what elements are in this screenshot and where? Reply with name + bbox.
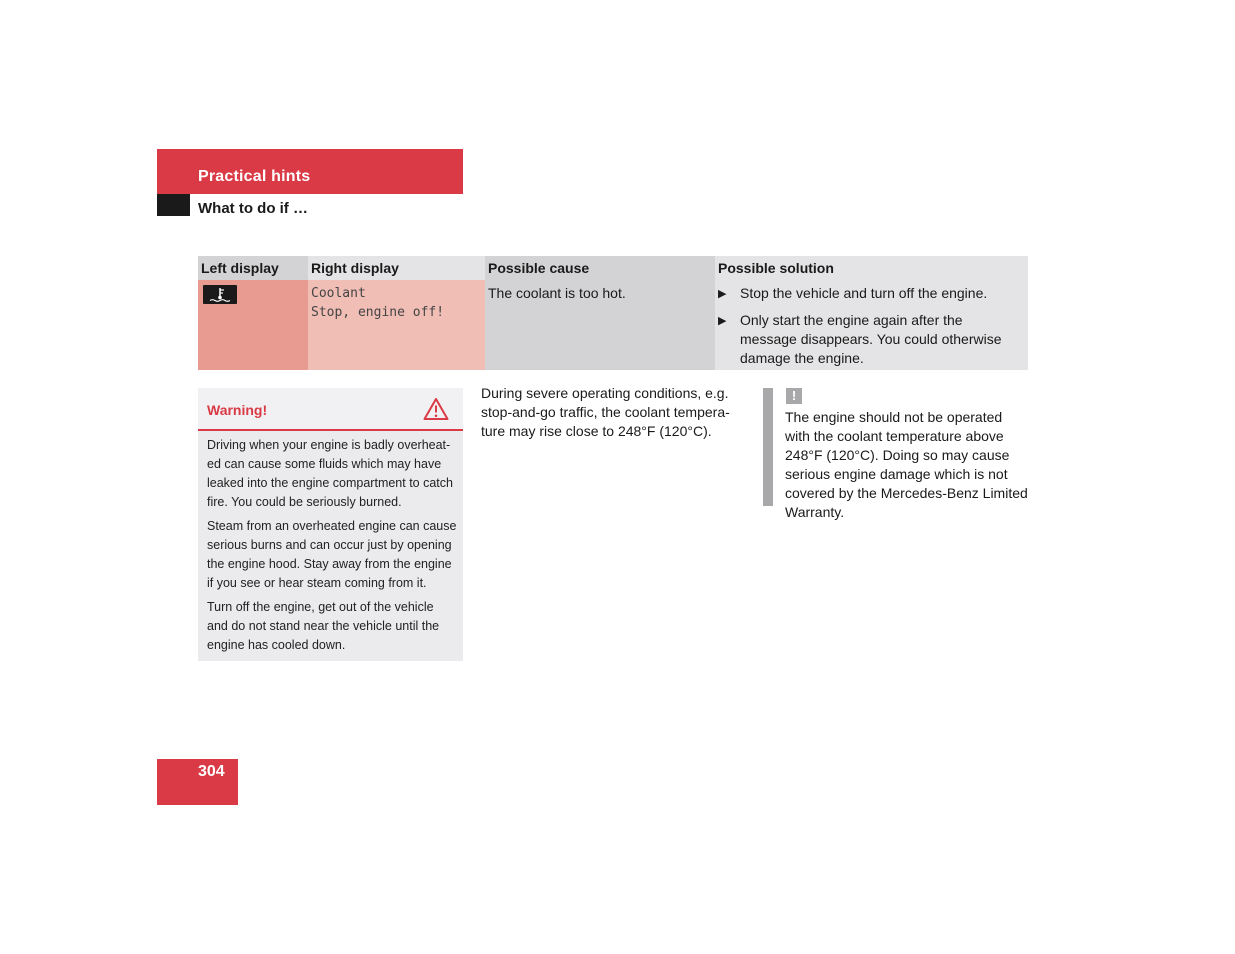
warning-paragraph: Turn off the engine, get out of the vehicle and do not stand near the vehicle until the engine has cooled down. xyxy=(207,600,440,652)
page-number: 304 xyxy=(198,763,225,780)
possible-cause-cell: The coolant is too hot. xyxy=(485,280,715,370)
warning-triangle-icon xyxy=(423,397,449,426)
display-message-line-2: Stop, engine off! xyxy=(311,305,445,320)
header-left-display: Left display xyxy=(198,256,308,280)
header-possible-cause: Possible cause xyxy=(485,256,715,280)
header-possible-solution: Possible solution xyxy=(715,256,1028,280)
section-title: Practical hints xyxy=(198,168,311,185)
solution-text: Stop the vehicle and turn off the engine. xyxy=(740,285,988,301)
warning-label: Warning! xyxy=(207,402,268,418)
coolant-temperature-icon xyxy=(203,285,237,304)
display-message-table xyxy=(198,256,1028,370)
possible-solution-cell xyxy=(715,280,1028,370)
warning-box xyxy=(198,388,463,661)
left-display-cell xyxy=(198,280,308,370)
display-message-line-1: Coolant xyxy=(311,286,366,301)
right-display-cell xyxy=(308,280,485,370)
note-bar xyxy=(763,388,773,506)
warning-paragraph: Driving when your engine is badly overheat-ed can cause some fluids which may have leaked into the engine compartment to catch fire. You could be seriously burned. xyxy=(207,438,453,509)
solution-item xyxy=(718,284,1022,304)
note-exclamation-icon: ! xyxy=(786,388,802,404)
bullet-arrow-icon: ▶ xyxy=(718,288,727,300)
subsection-title: What to do if … xyxy=(198,200,308,217)
solution-text: Only start the engine again after the message disappears. You could otherwise damage the engine. xyxy=(740,312,1002,366)
warning-header xyxy=(198,388,463,431)
subsection-marker xyxy=(157,194,190,216)
bullet-arrow-icon: ▶ xyxy=(718,315,727,327)
solution-item xyxy=(718,311,1022,368)
header-right-display: Right display xyxy=(308,256,485,280)
coolant-temperature-info: During severe operating conditions, e.g. stop-and-go traffic, the coolant tempera-ture may rise close to 248°F (120°C). xyxy=(481,385,730,439)
warning-paragraph: Steam from an overheated engine can cause serious burns and can occur just by opening the engine hood. Stay away from the engine if you see or hear steam coming from it. xyxy=(207,519,457,590)
note-text: The engine should not be operated with the coolant temperature above 248°F (120°C). Doing so may cause serious engine damage which is not covered by the Mercedes-Benz Limited Warranty. xyxy=(785,409,1028,520)
